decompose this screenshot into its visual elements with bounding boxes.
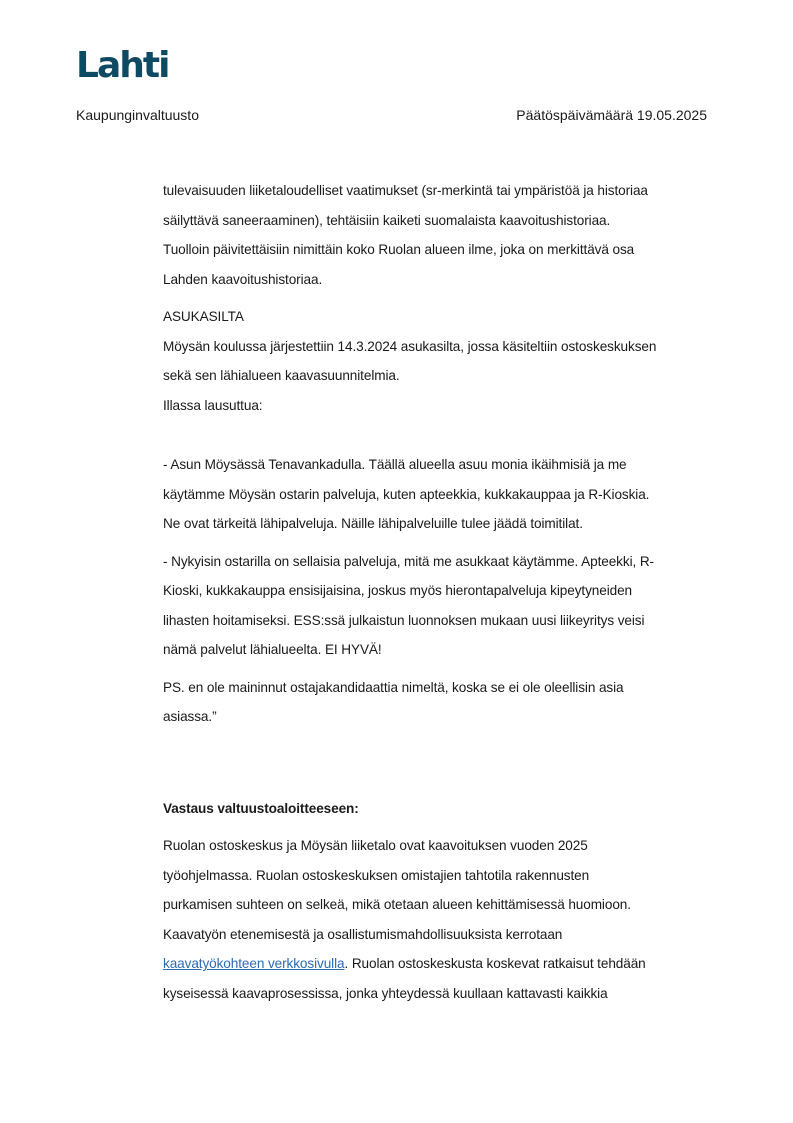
project-webpage-link[interactable]: kaavatyökohteen verkkosivulla [163,956,345,971]
document-body [163,176,723,1008]
paragraph-intro: tulevaisuuden liiketaloudelliset vaatimukset (sr-merkintä tai ympäristöä ja historiaa säilyttävä saneeraaminen), tehtäisiin kaiketi suomalaista kaavoitushistoriaa. Tuolloin päivitettäisiin nimittäin koko Ruolan alueen ilme, joka on merkittävä osa Lahden kaavoitushistoriaa. [163,183,648,287]
response-heading: Vastaus valtuustoaloitteeseen: [163,800,359,816]
section-title-asukasilta: ASUKASILTA [163,309,244,324]
header-decision-date: Päätöspäivämäärä 19.05.2025 [516,107,707,123]
paragraph-ps: PS. en ole maininnut ostajakandidaattia nimeltä, koska se ei ole oleellisin asia asiassa.” [163,679,624,724]
quote-one: - Asun Möysässä Tenavankadulla. Täällä alueella asuu monia ikäihmisiä ja me käytämme Möysän ostarin palveluja, kuten apteekkia, kukkakauppaa ja R-Kioskia. Ne ovat tärkeitä lähipalveluja. Näille lähipalveluille tulee jäädä toimitilat. [163,457,650,531]
header-organization: Kaupunginvaltuusto [76,107,199,123]
logo-text: Lahti [76,46,168,80]
quote-two: - Nykyisin ostarilla on sellaisia palveluja, mitä me asukkaat käytämme. Apteekki, R- Kioski, kukkakauppa ensisijaisina, joskus myös hierontapalveluja kipeytyneiden lihasten hoitamiseksi. ESS:ssä julkaistun luonnoksen mukaan uusi liikeyritys veisi nämä palvelut lähialueelta. EI HYVÄ! [163,553,654,657]
response-paragraph: Ruolan ostoskeskus ja Möysän liiketalo ovat kaavoituksen vuoden 2025 työohjelmassa. Ruolan ostoskeskuksen omistajien tahtotila rakennusten purkamisen suhteen on selkeä, mikä otetaan alueen kehittämisessä huomioon. Kaavatyön etenemisestä ja osallistumismahdollisuuksista kerrotaan kaavatyökohteen verkkosivulla. Ruolan ostoskeskusta koskevat ratkaisut tehdään kyseisessä kaavaprosessissa, jonka yhteydessä kuullaan kattavasti kaikkia [163,838,646,1001]
lahti-logo [76,46,168,80]
paragraph-asukasilta: ASUKASILTA Möysän koulussa järjestettiin 14.3.2024 asukasilta, jossa käsiteltiin ostoskeskuksen sekä sen lähialueen kaavasuunnitelmia. Illassa lausuttua: [163,309,657,413]
